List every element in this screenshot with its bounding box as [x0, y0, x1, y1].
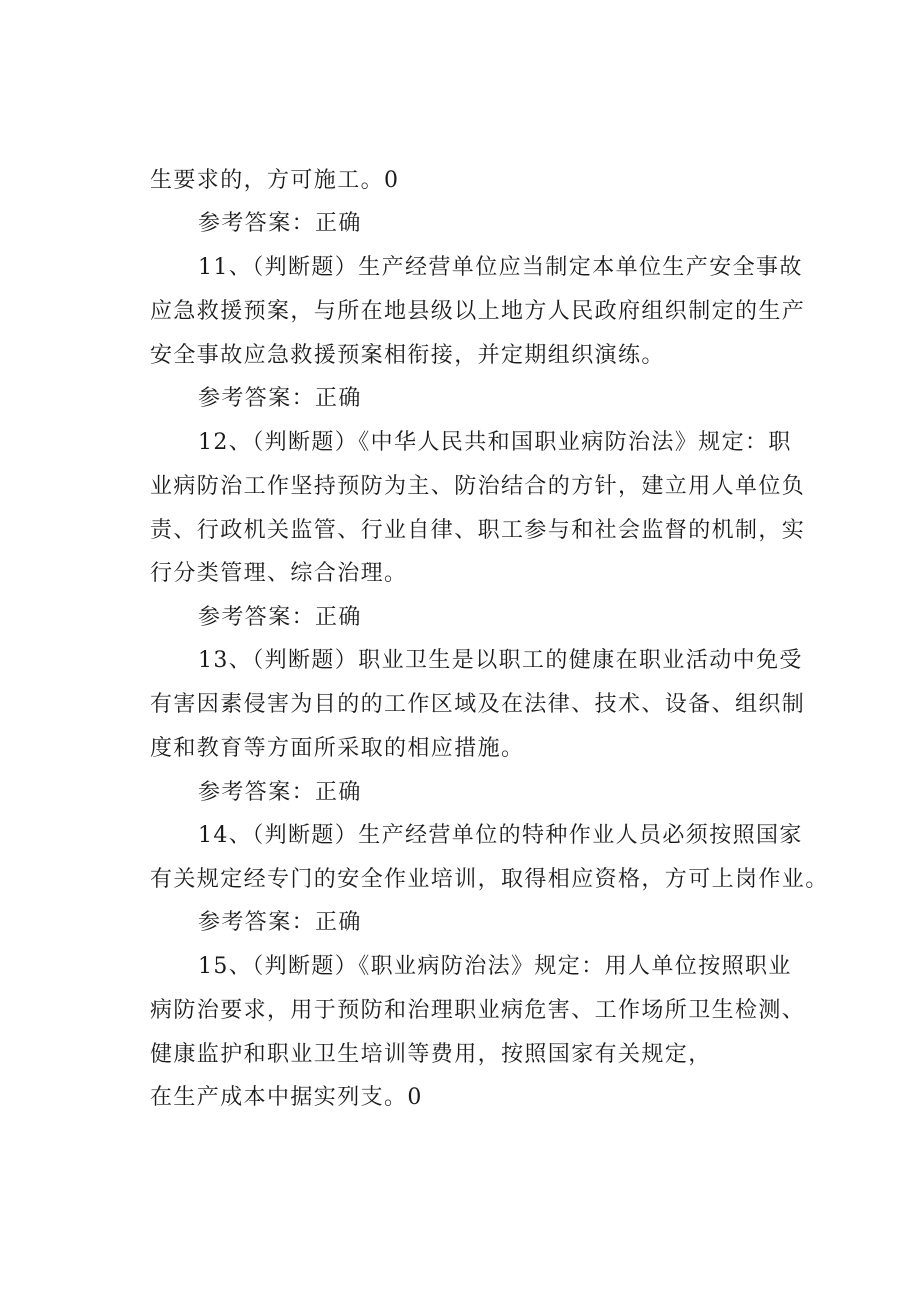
- text-line: 生要求的，方可施工。0: [150, 168, 400, 193]
- text-line: 业病防治工作坚持预防为主、防治结合的方针，建立用人单位负: [150, 474, 806, 499]
- text-line: 在生产成本中据实列支。0: [150, 1085, 423, 1110]
- answer-line: 参考答案：正确: [198, 910, 362, 935]
- question-line: 13、（判断题）职业卫生是以职工的健康在职业活动中免受: [198, 648, 803, 673]
- text-line: 行分类管理、综合治理。: [150, 561, 408, 586]
- answer-line: 参考答案：正确: [198, 780, 362, 805]
- question-line: 14、（判断题）生产经营单位的特种作业人员必须按照国家: [198, 823, 803, 848]
- text-line: 安全事故应急救援预案相衔接，并定期组织演练。: [150, 343, 665, 368]
- text-line: 责、行政机关监管、行业自律、职工参与和社会监督的机制，实: [150, 518, 806, 543]
- question-line: 12、（判断题）《中华人民共和国职业病防治法》规定：职: [198, 430, 792, 455]
- question-line: 15、（判断题）《职业病防治法》规定：用人单位按照职业: [198, 954, 792, 979]
- text-line: 病防治要求，用于预防和治理职业病危害、工作场所卫生检测、: [150, 998, 806, 1023]
- answer-line: 参考答案：正确: [198, 211, 362, 236]
- text-line: 度和教育等方面所采取的相应措施。: [150, 736, 525, 761]
- text-line: 有关规定经专门的安全作业培训，取得相应资格，方可上岗作业。: [150, 867, 829, 892]
- question-line: 11、（判断题）生产经营单位应当制定本单位生产安全事故: [198, 255, 803, 280]
- text-line: 应急救援预案，与所在地县级以上地方人民政府组织制定的生产: [150, 299, 806, 324]
- text-line: 有害因素侵害为目的的工作区域及在法律、技术、设备、组织制: [150, 692, 806, 717]
- answer-line: 参考答案：正确: [198, 605, 362, 630]
- answer-line: 参考答案：正确: [198, 386, 362, 411]
- text-line: 健康监护和职业卫生培训等费用，按照国家有关规定，: [150, 1042, 712, 1067]
